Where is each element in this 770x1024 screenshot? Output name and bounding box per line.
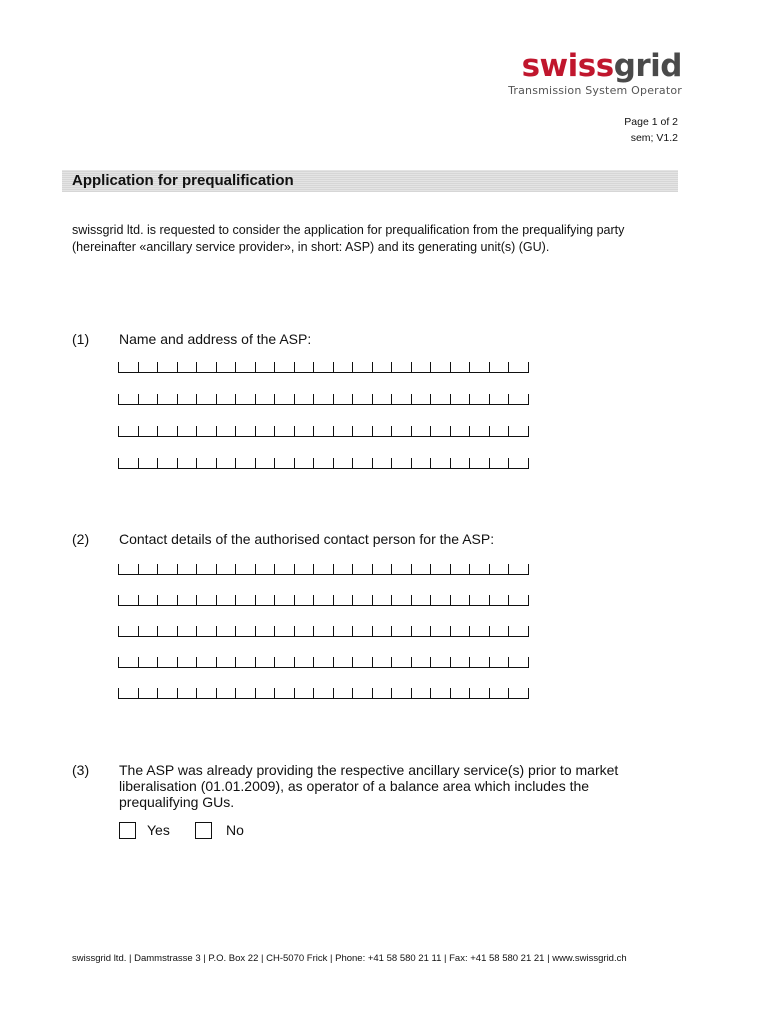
field-end-bar	[528, 688, 529, 698]
field-cell	[411, 595, 432, 606]
field-end-bar	[528, 657, 529, 667]
field-cell	[372, 595, 393, 606]
field-cell	[138, 394, 159, 405]
field-cell	[352, 394, 373, 405]
contact-field-1[interactable]	[118, 564, 536, 576]
field-cell	[411, 458, 432, 469]
field-cell	[216, 688, 237, 699]
field-cell	[196, 394, 217, 405]
field-cell	[313, 362, 334, 373]
field-cell	[313, 688, 334, 699]
section-1-number: (1)	[72, 331, 90, 347]
field-cell	[118, 394, 139, 405]
field-cell	[508, 564, 529, 575]
yes-label: Yes	[147, 822, 170, 838]
field-cell	[235, 657, 256, 668]
contact-field-2[interactable]	[118, 595, 536, 607]
field-cell	[294, 564, 315, 575]
field-cell	[138, 458, 159, 469]
field-cell	[352, 426, 373, 437]
field-cell	[430, 564, 451, 575]
field-end-bar	[528, 458, 529, 468]
field-cell	[508, 426, 529, 437]
logo-tagline: Transmission System Operator	[508, 84, 682, 97]
field-cell	[216, 458, 237, 469]
field-cell	[372, 362, 393, 373]
field-cell	[352, 564, 373, 575]
field-cell	[177, 362, 198, 373]
field-cell	[118, 626, 139, 637]
field-cell	[294, 394, 315, 405]
field-cell	[489, 657, 510, 668]
field-end-bar	[528, 394, 529, 404]
contact-field-5[interactable]	[118, 688, 536, 700]
logo-swiss-text: swiss	[521, 48, 614, 84]
section-3-number: (3)	[72, 762, 90, 778]
field-cell	[118, 458, 139, 469]
field-cell	[469, 688, 490, 699]
footer-contact: swissgrid ltd. | Dammstrasse 3 | P.O. Box 22 | CH-5070 Frick | Phone: +41 58 580 21 11 | Fax: +41 58 580 21 21 | www.swissgrid.ch	[72, 953, 627, 964]
field-cell	[352, 657, 373, 668]
field-end-bar	[528, 626, 529, 636]
field-cell	[196, 426, 217, 437]
field-cell	[157, 564, 178, 575]
field-cell	[450, 626, 471, 637]
field-cell	[352, 362, 373, 373]
document-title: Application for prequalification	[72, 172, 294, 189]
field-cell	[469, 362, 490, 373]
field-cell	[372, 394, 393, 405]
field-cell	[138, 595, 159, 606]
field-cell	[411, 626, 432, 637]
field-cell	[157, 362, 178, 373]
field-cell	[333, 688, 354, 699]
field-cell	[177, 394, 198, 405]
yes-checkbox[interactable]	[119, 822, 136, 839]
logo-grid-text: grid	[613, 48, 682, 84]
field-cell	[333, 595, 354, 606]
field-cell	[255, 688, 276, 699]
field-cell	[196, 458, 217, 469]
field-cell	[508, 362, 529, 373]
field-cell	[177, 626, 198, 637]
field-cell	[313, 626, 334, 637]
field-cell	[216, 426, 237, 437]
no-checkbox[interactable]	[195, 822, 212, 839]
field-cell	[489, 394, 510, 405]
field-cell	[157, 595, 178, 606]
field-cell	[372, 564, 393, 575]
field-end-bar	[528, 362, 529, 372]
field-cell	[216, 564, 237, 575]
field-cell	[508, 394, 529, 405]
field-cell	[411, 688, 432, 699]
field-cell	[489, 426, 510, 437]
field-cell	[372, 688, 393, 699]
field-cell	[313, 564, 334, 575]
field-cell	[313, 657, 334, 668]
field-cell	[391, 362, 412, 373]
field-cell	[411, 362, 432, 373]
field-cell	[489, 688, 510, 699]
page-meta	[624, 114, 678, 146]
field-cell	[450, 426, 471, 437]
field-cell	[352, 688, 373, 699]
field-cell	[177, 688, 198, 699]
field-cell	[274, 426, 295, 437]
field-cell	[469, 426, 490, 437]
field-cell	[255, 564, 276, 575]
field-end-bar	[528, 564, 529, 574]
field-cell	[255, 657, 276, 668]
title-bar	[62, 170, 678, 192]
field-cell	[508, 595, 529, 606]
field-cell	[391, 688, 412, 699]
field-cell	[118, 362, 139, 373]
field-cell	[177, 657, 198, 668]
field-cell	[157, 458, 178, 469]
field-cell	[313, 394, 334, 405]
field-cell	[157, 657, 178, 668]
field-cell	[469, 626, 490, 637]
field-cell	[177, 595, 198, 606]
field-cell	[274, 657, 295, 668]
field-cell	[294, 426, 315, 437]
field-cell	[216, 595, 237, 606]
asp-address-field-4[interactable]	[118, 458, 536, 470]
field-cell	[333, 626, 354, 637]
field-cell	[294, 688, 315, 699]
field-cell	[430, 688, 451, 699]
field-cell	[391, 595, 412, 606]
field-cell	[255, 458, 276, 469]
field-cell	[196, 688, 217, 699]
field-cell	[118, 688, 139, 699]
field-cell	[489, 626, 510, 637]
field-cell	[255, 394, 276, 405]
field-cell	[391, 458, 412, 469]
field-cell	[138, 426, 159, 437]
field-cell	[508, 626, 529, 637]
document-version: sem; V1.2	[630, 132, 678, 144]
field-cell	[294, 595, 315, 606]
field-end-bar	[528, 426, 529, 436]
field-cell	[196, 362, 217, 373]
field-cell	[235, 394, 256, 405]
field-cell	[508, 657, 529, 668]
field-cell	[313, 426, 334, 437]
field-cell	[469, 394, 490, 405]
field-cell	[372, 458, 393, 469]
field-cell	[333, 394, 354, 405]
field-cell	[294, 626, 315, 637]
field-cell	[138, 362, 159, 373]
field-cell	[469, 458, 490, 469]
field-cell	[391, 426, 412, 437]
field-cell	[430, 626, 451, 637]
swissgrid-logo	[508, 48, 682, 97]
field-cell	[391, 626, 412, 637]
contact-field-3[interactable]	[118, 626, 536, 638]
field-cell	[216, 657, 237, 668]
field-cell	[216, 394, 237, 405]
page-number: Page 1 of 2	[624, 116, 678, 128]
field-cell	[450, 362, 471, 373]
field-cell	[450, 688, 471, 699]
field-cell	[450, 458, 471, 469]
field-cell	[118, 657, 139, 668]
section-2-number: (2)	[72, 531, 90, 547]
field-cell	[118, 426, 139, 437]
field-cell	[469, 564, 490, 575]
field-cell	[196, 564, 217, 575]
field-cell	[411, 657, 432, 668]
field-cell	[177, 458, 198, 469]
field-cell	[313, 458, 334, 469]
field-cell	[391, 564, 412, 575]
field-cell	[352, 595, 373, 606]
field-cell	[235, 626, 256, 637]
field-cell	[294, 362, 315, 373]
field-cell	[255, 362, 276, 373]
intro-paragraph: swissgrid ltd. is requested to consider the application for prequalification from the prequalifying party (hereinafter «ancillary service provider», in short: ASP) and its generating unit(s) (GU).	[72, 223, 625, 254]
field-cell	[508, 458, 529, 469]
field-cell	[333, 426, 354, 437]
no-label: No	[226, 822, 244, 838]
field-cell	[138, 688, 159, 699]
field-cell	[235, 426, 256, 437]
field-cell	[489, 458, 510, 469]
field-cell	[274, 595, 295, 606]
field-cell	[157, 426, 178, 437]
field-cell	[450, 564, 471, 575]
field-cell	[138, 657, 159, 668]
field-cell	[411, 426, 432, 437]
asp-address-field-1[interactable]	[118, 362, 536, 374]
field-cell	[274, 688, 295, 699]
field-cell	[333, 564, 354, 575]
field-cell	[235, 688, 256, 699]
field-cell	[352, 626, 373, 637]
field-cell	[138, 564, 159, 575]
field-cell	[411, 394, 432, 405]
field-cell	[391, 394, 412, 405]
field-cell	[294, 458, 315, 469]
field-cell	[274, 362, 295, 373]
field-cell	[196, 657, 217, 668]
field-cell	[333, 362, 354, 373]
field-cell	[274, 394, 295, 405]
field-cell	[430, 657, 451, 668]
field-cell	[255, 426, 276, 437]
field-cell	[196, 626, 217, 637]
field-cell	[157, 688, 178, 699]
field-cell	[235, 458, 256, 469]
field-cell	[372, 626, 393, 637]
field-cell	[469, 595, 490, 606]
field-cell	[118, 595, 139, 606]
field-cell	[430, 595, 451, 606]
field-cell	[177, 564, 198, 575]
field-cell	[450, 394, 471, 405]
field-cell	[430, 458, 451, 469]
field-cell	[333, 657, 354, 668]
field-cell	[372, 426, 393, 437]
field-cell	[313, 595, 334, 606]
field-cell	[450, 595, 471, 606]
section-3-title: The ASP was already providing the respective ancillary service(s) prior to market liberalisation (01.01.2009), as operator of a balance area which includes the prequalifying GUs.	[119, 762, 619, 810]
asp-address-field-3[interactable]	[118, 426, 536, 438]
field-cell	[235, 595, 256, 606]
field-cell	[352, 458, 373, 469]
field-cell	[138, 626, 159, 637]
field-cell	[333, 458, 354, 469]
field-cell	[489, 564, 510, 575]
field-cell	[411, 564, 432, 575]
field-cell	[430, 426, 451, 437]
field-cell	[372, 657, 393, 668]
field-cell	[177, 426, 198, 437]
section-1-title: Name and address of the ASP:	[119, 331, 312, 347]
field-cell	[469, 657, 490, 668]
field-cell	[391, 657, 412, 668]
field-cell	[157, 394, 178, 405]
field-cell	[274, 626, 295, 637]
field-cell	[216, 626, 237, 637]
field-cell	[235, 564, 256, 575]
field-cell	[255, 626, 276, 637]
asp-address-field-2[interactable]	[118, 394, 536, 406]
field-cell	[157, 626, 178, 637]
field-cell	[450, 657, 471, 668]
field-end-bar	[528, 595, 529, 605]
field-cell	[508, 688, 529, 699]
field-cell	[196, 595, 217, 606]
section-2-title: Contact details of the authorised contact person for the ASP:	[119, 531, 495, 547]
logo-wordmark	[508, 48, 682, 84]
field-cell	[235, 362, 256, 373]
field-cell	[294, 657, 315, 668]
field-cell	[274, 458, 295, 469]
field-cell	[489, 362, 510, 373]
field-cell	[216, 362, 237, 373]
field-cell	[255, 595, 276, 606]
field-cell	[430, 394, 451, 405]
field-cell	[430, 362, 451, 373]
contact-field-4[interactable]	[118, 657, 536, 669]
field-cell	[118, 564, 139, 575]
field-cell	[274, 564, 295, 575]
field-cell	[489, 595, 510, 606]
